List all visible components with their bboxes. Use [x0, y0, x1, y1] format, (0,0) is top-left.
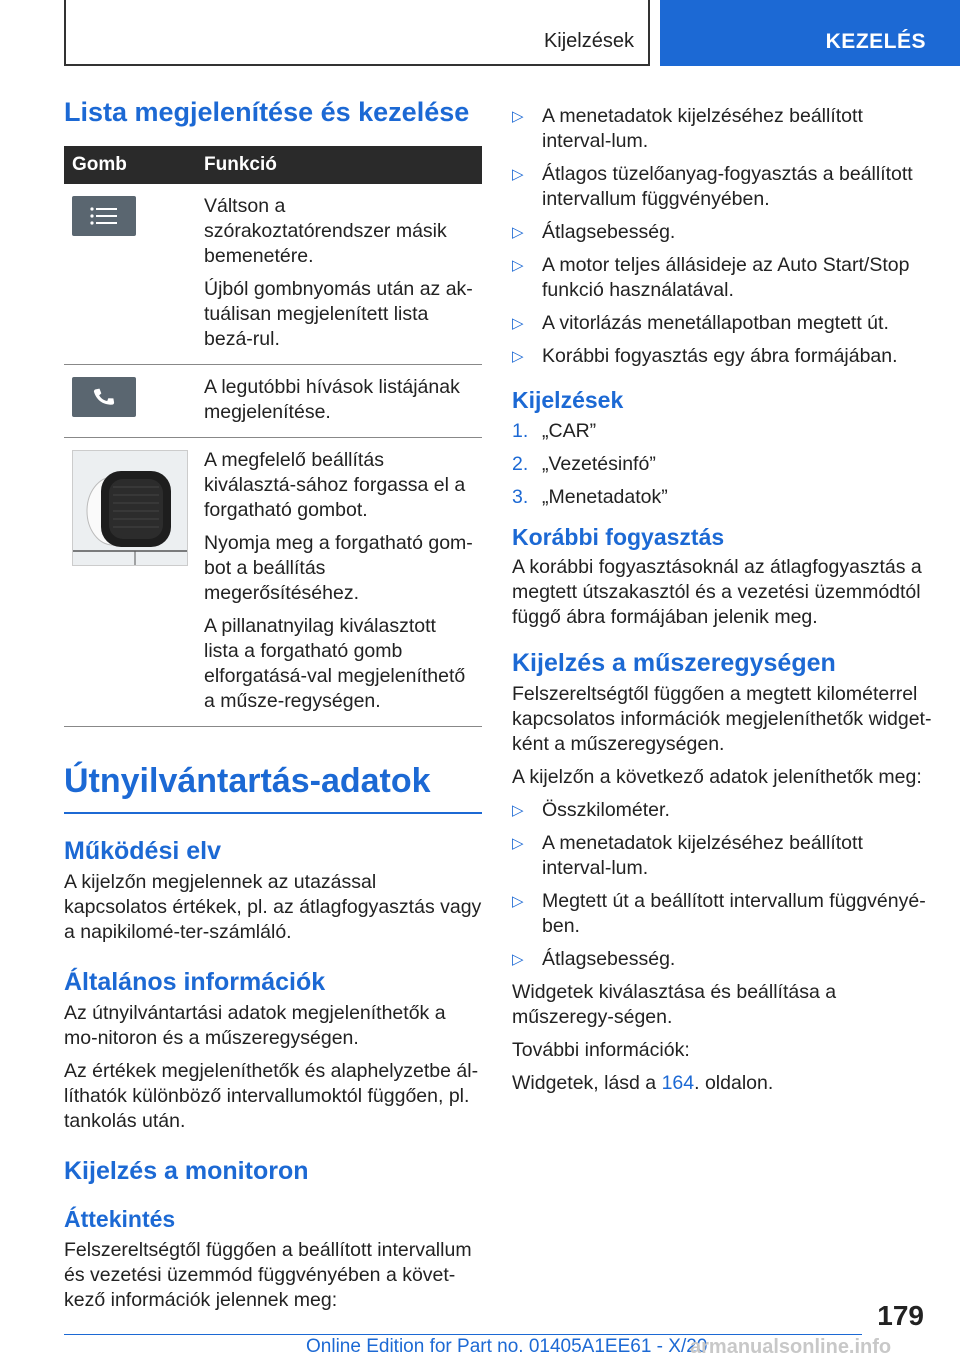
instrument-data-list	[512, 798, 932, 972]
displays-heading: Kijelzések	[512, 387, 624, 413]
controller-knob-image	[72, 450, 188, 566]
instrument-cluster-text: A kijelzőn a következő adatok jeleníthetők meg:	[512, 766, 922, 789]
left-column	[64, 96, 482, 1321]
operating-principle-text: A kijelzőn megjelennek az utazással kapcsolatos értékek, pl. az átlagfogyasztás vagy a napikilomé-ter-számláló.	[64, 871, 482, 944]
instrument-cluster-heading: Kijelzés a műszeregységen	[512, 649, 836, 678]
bullet-icon: ▷	[512, 348, 524, 365]
bullet-icon: ▷	[512, 224, 524, 241]
list-icon	[72, 196, 136, 236]
bullet-icon: ▷	[512, 257, 524, 274]
list-item: ▷ Átlagsebesség.	[512, 948, 676, 971]
bullet-icon: ▷	[512, 951, 524, 969]
overview-text: Felszereltségtől függően a beállított intervallum és vezetési üzemmód függvényében a követ-kező információk jelennek meg:	[64, 1238, 472, 1311]
list-item: 3. „Menetadatok”	[512, 485, 668, 508]
list-item: ▷ Átlagsebesség.	[512, 221, 676, 243]
previous-consumption-heading: Korábbi fogyasztás	[512, 523, 725, 550]
general-info-text: Az értékek megjeleníthetők és alaphelyzetbe ál-líthatók különböző intervallumoktól függően, pl. tankolás után.	[64, 1060, 479, 1133]
bullet-icon: ▷	[512, 166, 524, 183]
list-item: ▷ A motor teljes állásideje az Auto Start/Stop funkció használatával.	[512, 254, 910, 301]
list-item: ▷ Megtett út a beállított intervallum függvényé-ben.	[512, 890, 926, 938]
widget-text: Widgetek kiválasztása és beállítása a műszeregy-ségen.	[512, 981, 837, 1029]
list-item: 1. „CAR”	[512, 419, 597, 442]
function-text: Újból gombnyomás után az ak-tuálisan megjelenített lista bezá-rul.	[204, 278, 473, 351]
header-chapter-box	[660, 0, 960, 66]
list-item: ▷ Korábbi fogyasztás egy ábra formájában.	[512, 345, 898, 367]
list-item: ▷ A vitorlázás menetállapotban megtett út.	[512, 312, 889, 334]
page-number: 179	[877, 1300, 924, 1331]
displays-list	[512, 419, 932, 510]
bullet-icon: ▷	[512, 802, 524, 820]
table-row	[64, 365, 482, 438]
header-chapter-title: KEZELÉS	[825, 30, 926, 53]
header-section-title: Kijelzések	[543, 30, 634, 52]
widget-reference: Widgetek, lásd a 164. oldalon.	[512, 1072, 774, 1095]
list-item: ▷ Átlagos tüzelőanyag-fogyasztás a beállított intervallum függvényében.	[512, 163, 913, 210]
watermark: armanualsonline.info	[690, 1336, 892, 1358]
right-column	[512, 104, 932, 1104]
table-header-button: Gomb	[64, 146, 196, 184]
table-header-function: Funkció	[196, 146, 482, 184]
page-link[interactable]: 164	[661, 1072, 695, 1095]
function-text: A pillanatnyilag kiválasztott lista a forgatható gomb elforgatásá-val megjeleníthető a műsze-regységen.	[204, 615, 466, 713]
general-info-heading: Általános információk	[64, 968, 326, 997]
bullet-icon: ▷	[512, 108, 524, 125]
instrument-cluster-text: Felszereltségtől függően a megtett kilométerrel kapcsolatos információk megjeleníthetők widget-ként a műszeregységen.	[512, 683, 932, 756]
overview-heading: Áttekintés	[64, 1206, 176, 1233]
bullet-icon: ▷	[512, 315, 524, 332]
bullet-icon: ▷	[512, 835, 524, 853]
phone-icon	[72, 377, 136, 417]
list-item: ▷ Összkilométer.	[512, 799, 670, 822]
previous-consumption-text: A korábbi fogyasztásoknál az átlagfogyasztás a megtett útszakasztól és a vezetési üzemmódtól függő ábra formájában jelenik meg.	[512, 556, 922, 629]
list-section-heading: Lista megjelenítése és kezelése	[64, 97, 470, 127]
list-item: ▷ A menetadatok kijelzéséhez beállított interval-lum.	[512, 832, 863, 880]
header-section-box	[64, 0, 650, 66]
list-item: 2. „Vezetésinfó”	[512, 452, 656, 475]
trip-info-list	[512, 104, 932, 369]
trip-data-heading: Útnyilvántartás-adatok	[64, 761, 482, 814]
monitor-display-heading: Kijelzés a monitoron	[64, 1157, 309, 1186]
footer-edition: Online Edition for Part no. 01405A1EE61 - X/20	[306, 1336, 708, 1357]
function-text: Nyomja meg a forgatható gom-bot a beállítás megerősítéséhez.	[204, 532, 473, 605]
general-info-text: Az útnyilvántartási adatok megjeleníthetők a mo-nitoron és a műszeregységen.	[64, 1002, 446, 1050]
button-function-table	[64, 146, 482, 727]
table-row	[64, 184, 482, 365]
operating-principle-heading: Működési elv	[64, 837, 221, 866]
table-row	[64, 438, 482, 727]
function-text: A megfelelő beállítás kiválasztá-sához forgassa el a forgatható gombot.	[204, 449, 466, 522]
bullet-icon: ▷	[512, 893, 524, 911]
function-text: Váltson a szórakoztatórendszer másik bemenetére.	[204, 195, 447, 268]
footer-divider	[64, 1334, 862, 1335]
function-text: A legutóbbi hívások listájának megjelenítése.	[204, 376, 460, 424]
list-item: ▷ A menetadatok kijelzéséhez beállított interval-lum.	[512, 105, 863, 152]
more-info-label: További információk:	[512, 1039, 690, 1062]
